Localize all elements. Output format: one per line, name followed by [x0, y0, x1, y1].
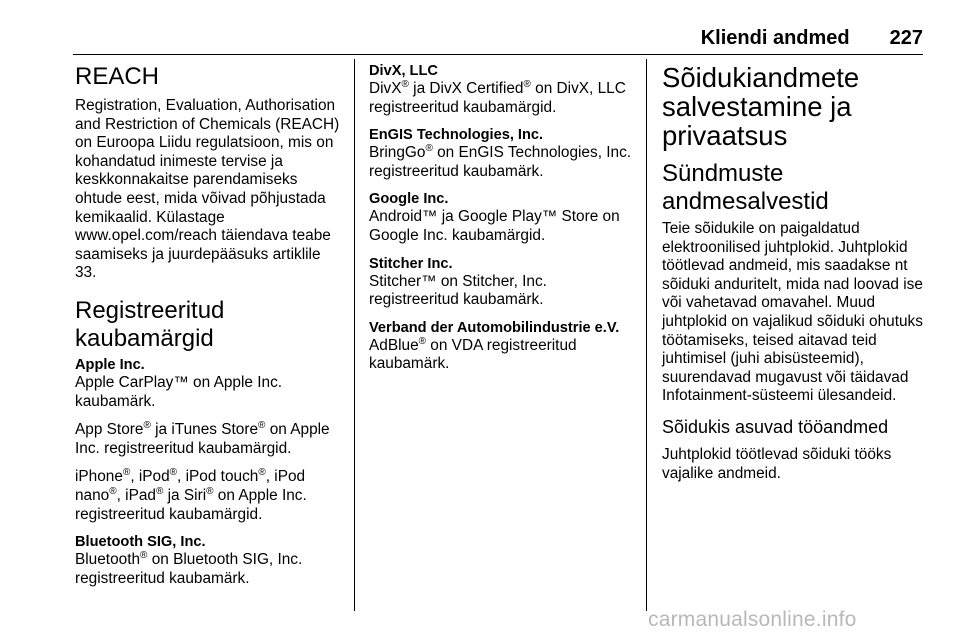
operating-data-heading: Sõidukis asuvad tööandmed — [662, 416, 889, 437]
vda-heading: Verband der Automobilindustrie e.V. — [369, 319, 620, 336]
apple-text-2: App Store® ja iTunes Store® on Apple Inc. registreeritud kaubamärgid. — [75, 420, 330, 457]
divx-heading: DivX, LLC — [369, 63, 438, 79]
operating-data-text: Juhtplokid töötlevad sõiduki tööks vajalike andmeid. — [662, 445, 892, 482]
bluetooth-heading: Bluetooth SIG, Inc. — [75, 534, 206, 551]
reach-heading: REACH — [75, 63, 160, 90]
stitcher-heading: Stitcher Inc. — [369, 255, 453, 272]
trademarks-heading: Registreeritud kaubamärgid — [75, 296, 225, 352]
watermark: carmanualsonline.info — [648, 608, 857, 631]
privacy-heading: Sõidukiandmete salvestamine ja privaatsus — [662, 62, 860, 151]
apple-heading: Apple Inc. — [75, 356, 145, 373]
reach-text: Registration, Evaluation, Authorisation and Restriction of Chemicals (REACH) on Euroopa Liidu regulatsioon, mis on kohandatud inimeste tervise ja keskkonnakaitse parendamiseks ohtude eest, mida võivad põhjustada kemikaalid. Külastage www.opel.com/reach täiendava teabe saamiseks ja juurdepääsuks artiklile 33. — [75, 97, 340, 282]
column-divider-2 — [646, 59, 647, 611]
header-rule — [73, 54, 923, 55]
event-recorders-heading: Sündmuste andmesalvestid — [662, 160, 829, 215]
column-2 — [369, 63, 637, 374]
stitcher-text: Stitcher™ on Stitcher, Inc. registreeritud kaubamärk. — [369, 272, 547, 309]
bluetooth-text: Bluetooth® on Bluetooth SIG, Inc. registreeritud kaubamärk. — [75, 549, 303, 587]
column-1 — [75, 63, 345, 588]
apple-text-1: Apple CarPlay™ on Apple Inc. kaubamärk. — [75, 373, 283, 410]
google-text: Android™ ja Google Play™ Store on Google Inc. kaubamärgid. — [369, 208, 620, 244]
event-recorders-text: Teie sõidukile on paigaldatud elektroonilised juhtplokid. Juhtplokid töötlevad andmeid, mis saadakse nt sõiduki anduritelt, mida nad loovad ise või vahetavad omavahel. Muud juhtplokid on vajalikud sõiduki ohutuks töötamiseks, teised aitavad teid juhtimisel (juhi abisüsteemid), suurendavad mugavust või täidavad Infotainment-süsteemi ülesandeid. — [662, 220, 923, 405]
apple-text-3: iPhone®, iPod®, iPod touch®, iPod nano®, iPad® ja Siri® on Apple Inc. registreeritud kaubamärgid. — [75, 467, 307, 523]
engis-text: BringGo® on EnGIS Technologies, Inc. registreeritud kaubamärk. — [369, 143, 632, 180]
engis-heading: EnGIS Technologies, Inc. — [369, 127, 544, 144]
column-divider-1 — [354, 59, 355, 611]
page-header — [701, 27, 923, 50]
column-3 — [662, 63, 930, 483]
google-heading: Google Inc. — [369, 191, 449, 208]
page-number: 227 — [889, 27, 923, 49]
divx-text: DivX® ja DivX Certified® on DivX, LLC registreeritud kaubamärgid. — [369, 78, 626, 116]
vda-text: AdBlue® on VDA registreeritud kaubamärk. — [369, 335, 577, 373]
header-title: Kliendi andmed — [700, 27, 850, 49]
